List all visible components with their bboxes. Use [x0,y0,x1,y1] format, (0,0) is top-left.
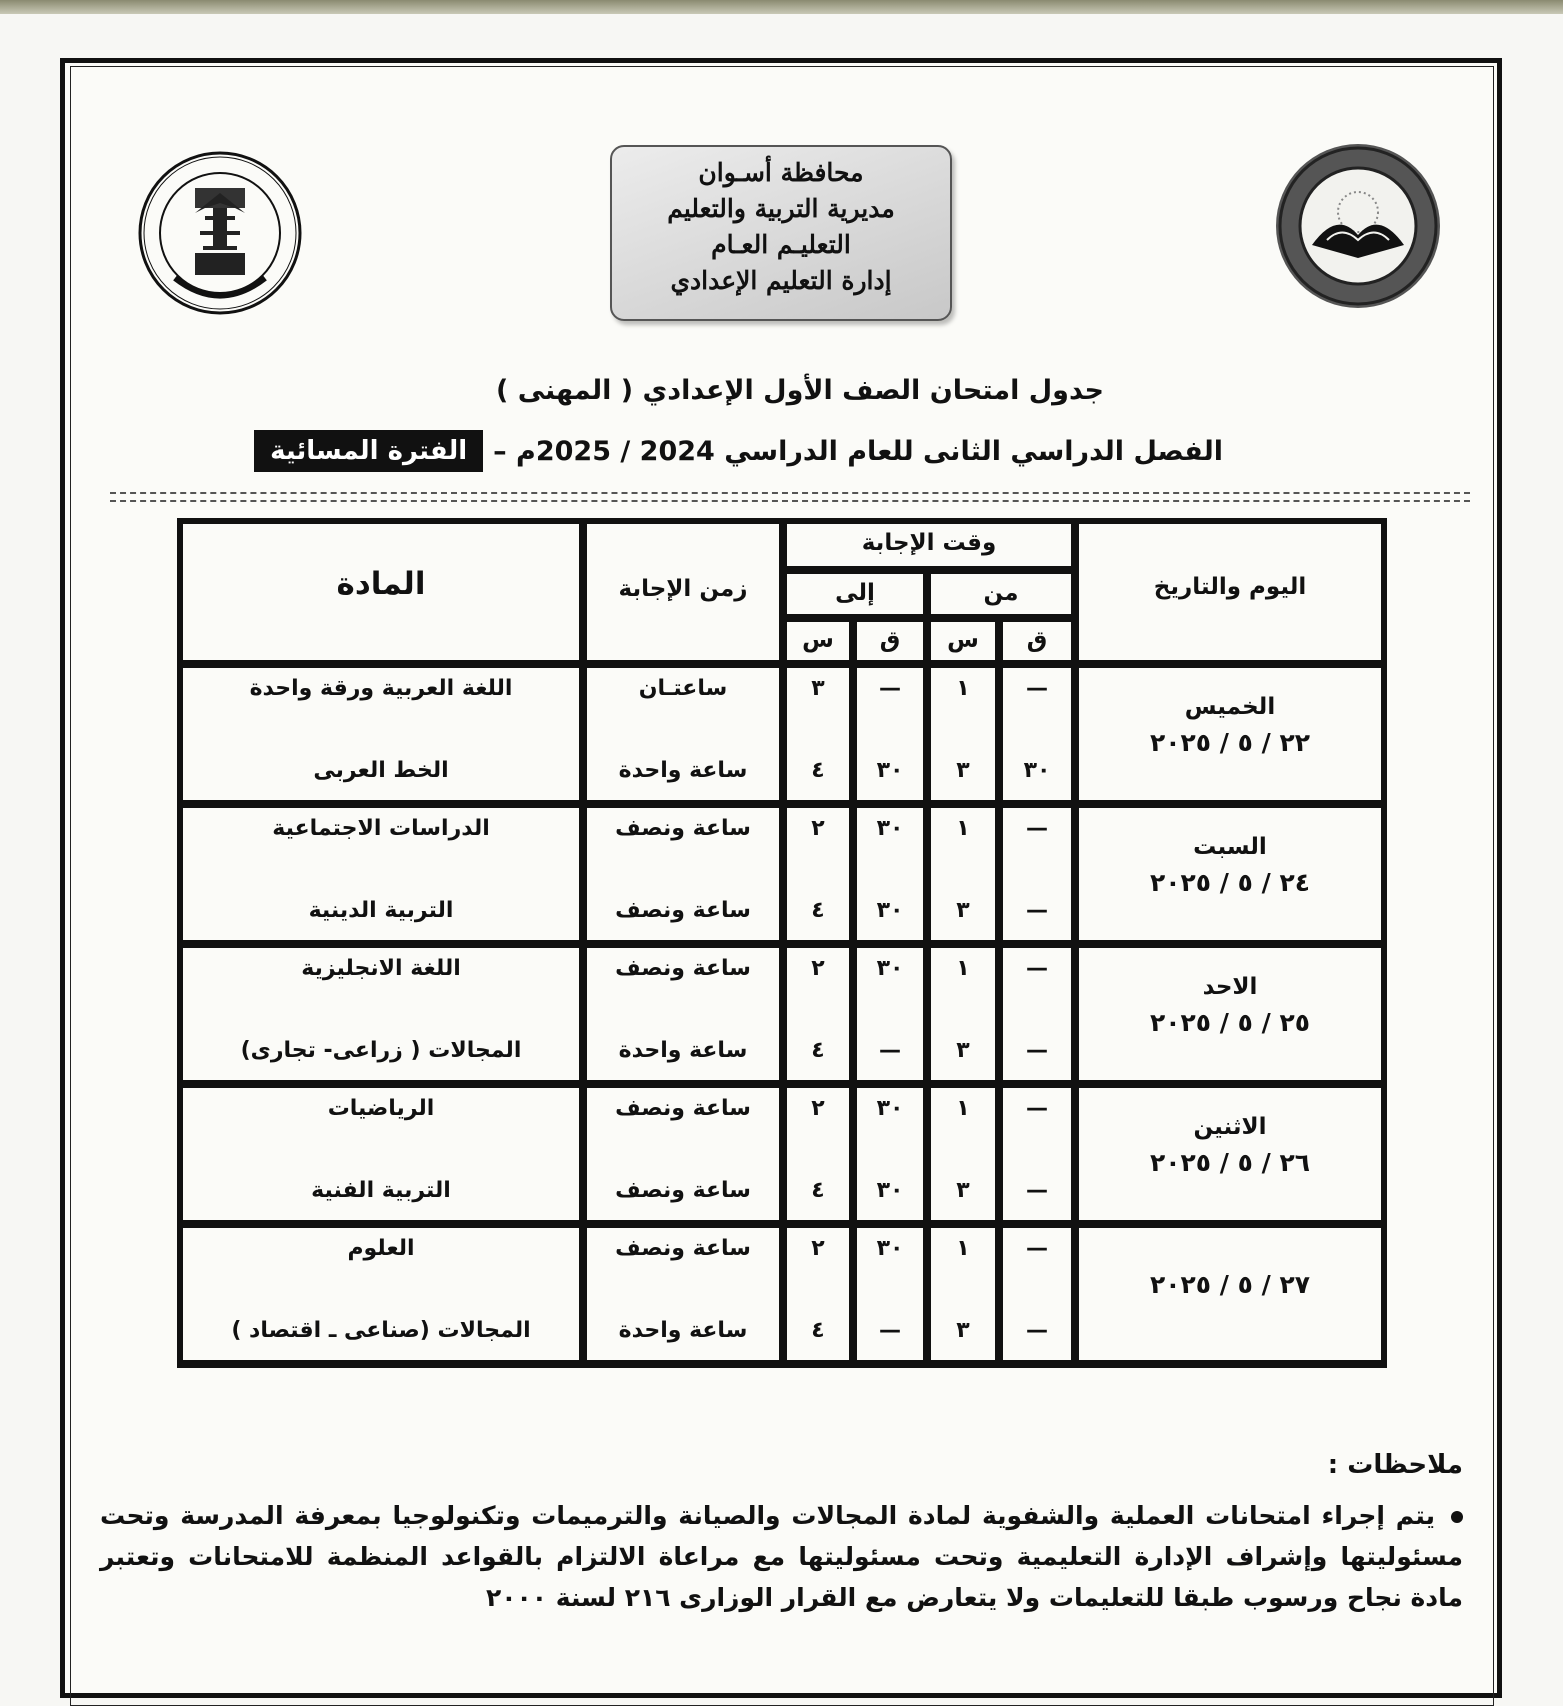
fromH-value: ٣ [956,1178,970,1203]
fromH-value: ١ [956,956,970,981]
duration-value: ساعتـان [638,676,728,701]
header-subject [181,522,581,662]
toM-value: ٣٠ [876,816,904,841]
subject-value: التربية الدينية [308,898,454,923]
header-fromM-label: ق [1026,627,1048,653]
exam-date: ٢٢ / ٥ / ٢٠٢٥ [1150,728,1310,757]
duration-value: ساعة واحدة [618,1318,748,1343]
toH-cell [785,1226,851,1362]
fromM-value: — [1026,1096,1048,1121]
fromM-cell [1001,1226,1073,1362]
subject-value: التربية الفنية [311,1178,451,1203]
subject-value: اللغة الانجليزية [301,956,461,981]
header-fromH [929,620,997,662]
toH-value: ٤ [811,1318,825,1343]
semester-year-text: الفصل الدراسي الثانى للعام الدراسي 2024 / 2025م – [493,435,1223,467]
subject-cell [181,946,581,1082]
note-item: يتم إجراء امتحانات العملية والشفوية لمادة المجالات والصيانة والترميمات وتكنولوجيا بمعرفة المدرسة وتحت مسئوليتها وإشراف الإدارة التعليمية وتحت مسئوليتها مع مراعاة الالتزام بالقواعد المنظمة للامتحانات وتعتبر مادة نجاح ورسوب طبقا للتعليمات ولا يتعارض مع القرار الوزارى ٢١٦ لسنة ٢٠٠٠ [100,1501,1463,1612]
subject-value: المجالات ( زراعى- تجارى) [240,1038,522,1063]
photo-edge [0,0,1563,14]
fromH-value: ١ [956,676,970,701]
exam-date: ٢٧ / ٥ / ٢٠٢٥ [1150,1270,1310,1299]
toH-cell [785,806,851,942]
subject-value: الرياضيات [327,1096,435,1121]
header-to [785,572,925,616]
subject-cell [181,666,581,802]
header-directorate: مديرية التربية والتعليم [667,194,895,223]
exam-date: ٢٥ / ٥ / ٢٠٢٥ [1150,1008,1310,1037]
header-toH [785,620,851,662]
notes-list [100,1495,1463,1618]
toM-value: ٣٠ [876,1236,904,1261]
duration-value: ساعة ونصف [615,956,751,981]
subject-value: الخط العربى [313,758,449,783]
bullet-icon [1451,1511,1463,1523]
fromM-value: — [1026,816,1048,841]
fromH-value: ٣ [956,898,970,923]
toM-value: — [879,1038,901,1063]
duration-value: ساعة ونصف [615,898,751,923]
day-date-cell [1077,1086,1383,1222]
toM-cell [855,666,925,802]
day-name: الاثنين [1193,1114,1267,1140]
duration-value: ساعة ونصف [615,816,751,841]
toH-value: ٢ [811,816,825,841]
header-duration-label: زمن الإجابة [618,576,748,602]
duration-cell [585,1086,781,1222]
schedule-subtitle [254,430,1223,472]
fromM-cell [1001,806,1073,942]
day-name: الخميس [1184,694,1276,720]
toH-value: ٢ [811,956,825,981]
duration-value: ساعة ونصف [615,1096,751,1121]
header-preparatory-administration: إدارة التعليم الإعدادي [670,266,892,295]
fromH-cell [929,666,997,802]
duration-cell [585,806,781,942]
toM-cell [855,946,925,1082]
toM-cell [855,1086,925,1222]
exam-schedule-table [177,518,1387,1368]
toH-value: ٤ [811,758,825,783]
toH-value: ٢ [811,1236,825,1261]
toM-value: — [879,1318,901,1343]
directorate-header-box [610,145,952,321]
subject-cell [181,1226,581,1362]
toM-value: ٣٠ [876,1096,904,1121]
fromM-cell [1001,1086,1073,1222]
header-from [929,572,1073,616]
fromM-value: — [1026,1236,1048,1261]
fromM-value: — [1026,676,1048,701]
header-fromH-label: س [947,627,979,653]
toM-value: ٣٠ [876,898,904,923]
fromH-cell [929,806,997,942]
fromH-value: ١ [956,1236,970,1261]
toH-cell [785,666,851,802]
book-emblem-logo [1272,140,1444,312]
duration-cell [585,666,781,802]
header-duration [585,522,781,662]
duration-value: ساعة واحدة [618,758,748,783]
fromH-value: ٣ [956,1038,970,1063]
duration-value: ساعة ونصف [615,1236,751,1261]
fromM-value: — [1026,898,1048,923]
header-to-label: إلى [835,580,875,606]
day-date-cell [1077,666,1383,802]
header-day-date-label: اليوم والتاريخ [1153,574,1307,600]
fromM-value: ٣٠ [1023,758,1051,783]
toM-cell [855,806,925,942]
schedule-title: جدول امتحان الصف الأول الإعدادي ( المهنى ) [495,375,1104,406]
subject-cell [181,1086,581,1222]
toH-cell [785,1086,851,1222]
duration-value: ساعة ونصف [615,1178,751,1203]
toM-value: ٣٠ [876,956,904,981]
toM-cell [855,1226,925,1362]
subject-value: المجالات (صناعى ـ اقتصاد ) [231,1318,531,1343]
fromM-value: — [1026,1318,1048,1343]
header-fromM [1001,620,1073,662]
toH-value: ٤ [811,1178,825,1203]
toH-value: ٤ [811,1038,825,1063]
directorate-seal-logo [135,148,305,318]
day-date-cell [1077,946,1383,1082]
fromH-cell [929,1086,997,1222]
subject-value: اللغة العربية ورقة واحدة [249,676,513,701]
exam-date: ٢٦ / ٥ / ٢٠٢٥ [1150,1148,1310,1177]
subject-value: العلوم [347,1236,415,1261]
day-name: السبت [1193,834,1267,860]
fromH-value: ١ [956,1096,970,1121]
duration-value: ساعة واحدة [618,1038,748,1063]
period-badge: الفترة المسائية [254,430,483,472]
exam-date: ٢٤ / ٥ / ٢٠٢٥ [1150,868,1310,897]
notes-title: ملاحظات : [1327,1450,1463,1480]
toH-value: ٢ [811,1096,825,1121]
fromH-value: ١ [956,816,970,841]
fromM-value: — [1026,1178,1048,1203]
duration-cell [585,946,781,1082]
toM-value: ٣٠ [876,758,904,783]
duration-cell [585,1226,781,1362]
header-subject-label: المادة [336,566,426,602]
header-governorate: محافظة أسـوان [698,158,864,187]
header-toM-label: ق [879,627,901,653]
header-toM [855,620,925,662]
fromM-value: — [1026,1038,1048,1063]
day-date-cell [1077,1226,1383,1362]
fromH-value: ٣ [956,1318,970,1343]
day-date-cell [1077,806,1383,942]
toH-value: ٤ [811,898,825,923]
subject-value: الدراسات الاجتماعية [272,816,490,841]
fromH-value: ٣ [956,758,970,783]
toM-value: — [879,676,901,701]
fromH-cell [929,1226,997,1362]
day-name: الاحد [1202,974,1258,1000]
toH-cell [785,946,851,1082]
toH-value: ٣ [811,676,825,701]
separator-line [110,492,1470,502]
header-day-date [1077,522,1383,662]
header-general-education: التعليـم العـام [711,230,851,259]
header-answer-time [785,522,1073,568]
fromH-cell [929,946,997,1082]
subject-cell [181,806,581,942]
fromM-value: — [1026,956,1048,981]
header-from-label: من [983,580,1019,606]
fromM-cell [1001,946,1073,1082]
header-answer-time-label: وقت الإجابة [861,530,997,556]
toM-value: ٣٠ [876,1178,904,1203]
header-toH-label: س [802,627,834,653]
fromM-cell [1001,666,1073,802]
